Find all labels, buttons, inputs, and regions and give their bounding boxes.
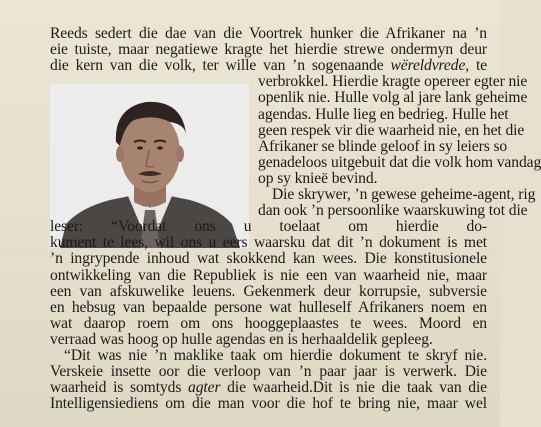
- text-line: leser: “Voordat ons u toelaat om hierdie do-: [50, 218, 487, 236]
- text-line: agendas. Hulle lieg en bedrieg. Hulle het: [258, 105, 509, 123]
- text-line: Afrikaner se blinde geloof in sy leiers so: [258, 137, 508, 155]
- text-line: en hebsug van bepaalde persone wat hulleself Afrikaners noem en: [50, 298, 487, 316]
- text-line: geen respek vir die waarheid nie, en het die: [258, 121, 525, 139]
- text-fragment: , te: [465, 57, 488, 75]
- italic-term: wëreldvrede: [390, 57, 466, 75]
- text-fragment: die kern van die volk, ter wille van ’n sogenaande: [50, 57, 391, 75]
- text-line: eie tuiste, maar negatiewe kragte het hierdie strewe ondermyn deur: [50, 41, 487, 59]
- text-fragment: die waarheid.Dit is nie die taak van die: [220, 379, 487, 397]
- text-line: ’n ingrypende inhoud wat skokkend kan wees. Die konstitusionele: [50, 250, 487, 268]
- text-line: verraad was hoog op hulle agendas en is herhaaldelik gepleeg.: [50, 330, 433, 348]
- text-line: openlik nie. Hulle volg al jare lank geheime: [258, 89, 528, 107]
- text-line: op sy knieë bevind.: [258, 169, 378, 187]
- text-line: Verskeie insette oor die verloop van ’n paar jaar is verwerk. Die: [50, 363, 487, 381]
- right-ear: [176, 146, 184, 162]
- text-line: Reeds sedert die dae van die Voortrek hunker die Afrikaner na ’n: [50, 25, 487, 42]
- text-line: [50, 58, 487, 74]
- text-line: Intelligensiediens om die man voor die hof te bring nie, maar wel: [50, 395, 487, 413]
- text-fragment: waarheid is somtyds: [50, 379, 189, 397]
- text-line: een van afskuwelike leuens. Gekenmerk deur korrupsie, subversie: [50, 282, 487, 300]
- text-line: verbrokkel. Hierdie kragte opereer egter nie: [258, 73, 528, 91]
- text-line: ontwikkeling van die Republiek is nie een van waarheid nie, maar: [50, 266, 487, 284]
- text-line: “Dit was nie ’n maklike taak om hierdie dokument te skryf nie.: [64, 347, 487, 364]
- text-line: dan ook ’n persoonlike waarskuwing tot die: [258, 202, 528, 220]
- text-line: genadeloos uitgebuit dat die volk hom vandag: [258, 153, 541, 171]
- right-eye: [157, 146, 163, 149]
- left-ear: [116, 146, 124, 162]
- text-line: kument te lees, wil ons u eers waarsku dat dit ’n dokument is met: [50, 234, 487, 252]
- text-line: [50, 380, 487, 396]
- italic-term: agter: [188, 379, 221, 397]
- text-line: wat daarop roem om ons hooggeplaastes te wees. Moord en: [50, 314, 487, 332]
- left-eye: [137, 146, 143, 149]
- text-line: Die skrywer, ’n gewese geheime-agent, rig: [272, 186, 536, 203]
